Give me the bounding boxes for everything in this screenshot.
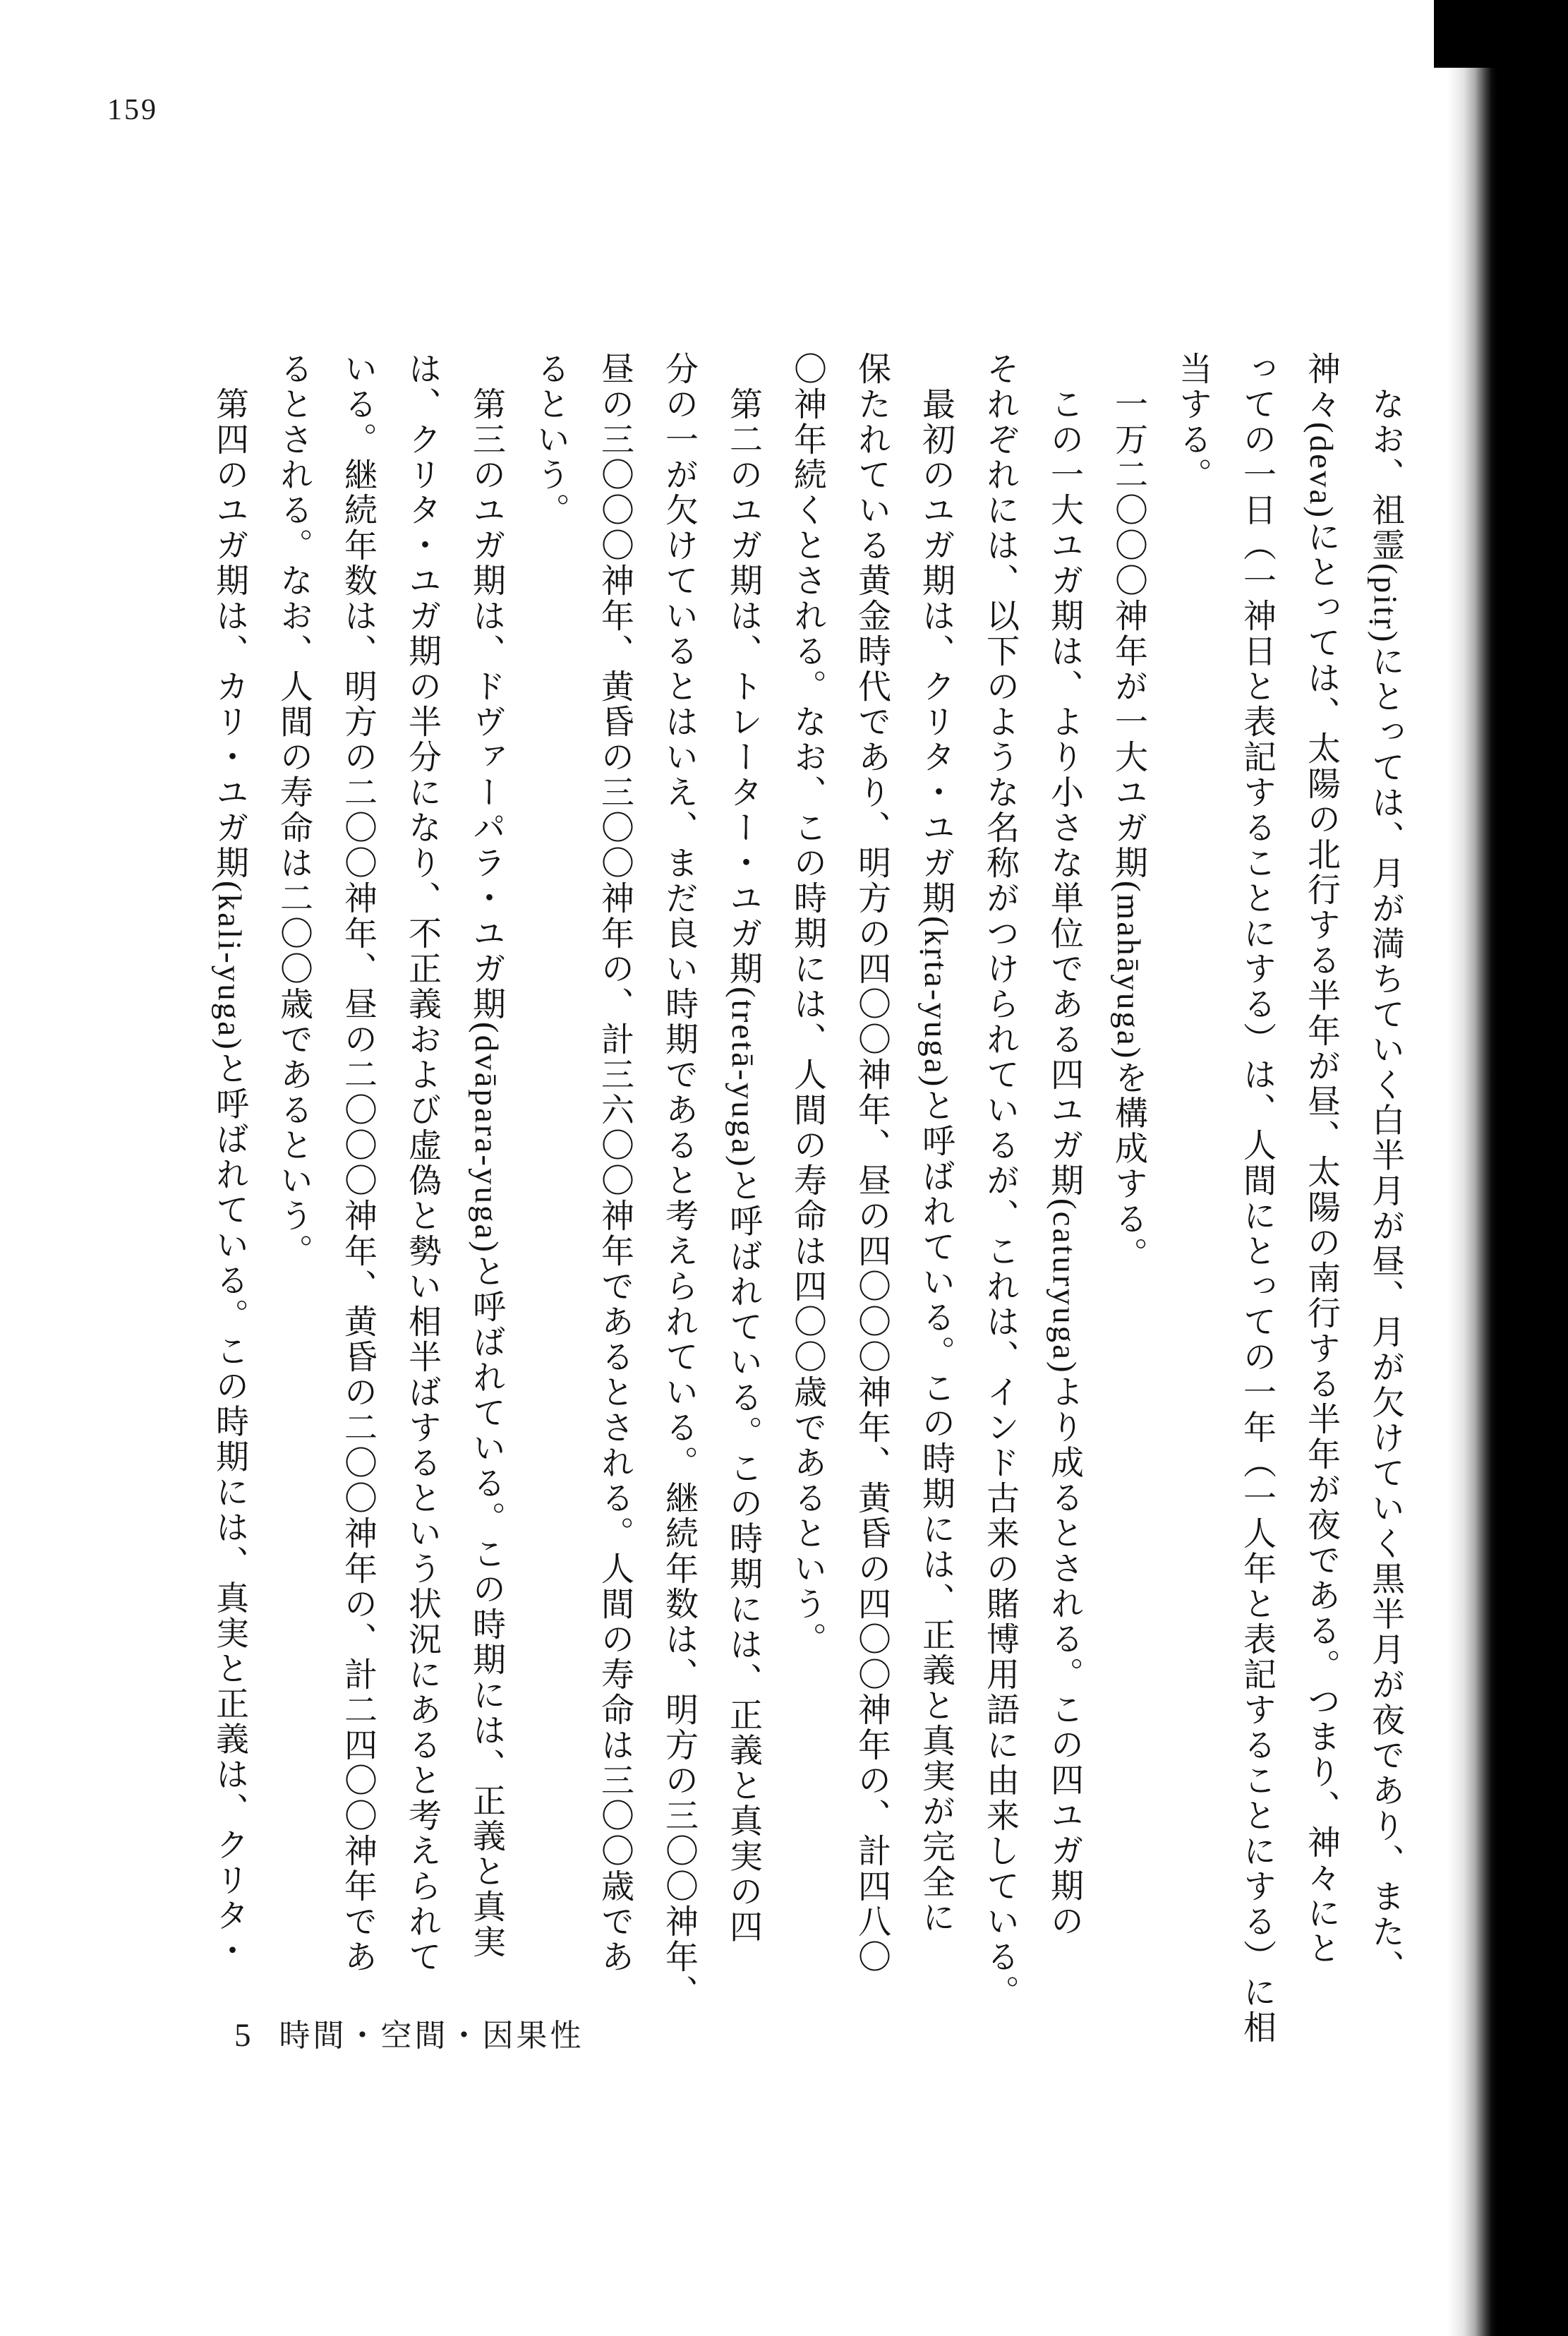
text-line: それぞれには、以下のような名称がつけられているが、これは、インド古来の賭博用語に由来している。 (982, 351, 1018, 2010)
text-line: いる。継続年数は、明方の二〇〇神年、昼の二〇〇〇神年、黄昏の二〇〇神年の、計二四〇〇神年であ (339, 351, 376, 1975)
text-line: なお、祖霊(pitṛ)にとっては、月が満ちていく白半月が昼、月が欠けていく黒半月が夜であり、また、 (1367, 387, 1404, 1985)
text-line: 昼の三〇〇〇神年、黄昏の三〇〇神年の、計三六〇〇神年であるとされる。人間の寿命は三〇〇歳であ (596, 351, 633, 1975)
text-line: 神々(deva)にとっては、太陽の北行する半年が昼、太陽の南行する半年が夜である。つまり、神々にと (1303, 351, 1339, 1967)
chapter-title: 時間・空間・因果性 (279, 2018, 584, 2053)
text-line: 第三のユガ期は、ドヴァーパラ・ユガ期(dvāpara-yuga)と呼ばれている。この時期には、正義と真実 (468, 387, 505, 1961)
text-line: 保たれている黄金時代であり、明方の四〇〇神年、昼の四〇〇〇神年、黄昏の四〇〇神年の、計四八〇 (853, 351, 890, 1975)
running-footer (234, 2010, 584, 2055)
text-line: るという。 (532, 351, 569, 528)
body-text (197, 351, 1417, 2045)
paragraph (518, 351, 775, 2045)
scan-corner-artifact (1434, 0, 1568, 68)
text-line: るとされる。なお、人間の寿命は二〇〇歳であるという。 (275, 351, 312, 1269)
text-line: 一万二〇〇〇神年が一大ユガ期(mahāyuga)を構成する。 (1110, 387, 1147, 1272)
text-line: 分の一が欠けているとはいえ、まだ良い時期であると考えられている。継続年数は、明方の三〇〇神年、 (661, 351, 697, 2010)
text-line: 第二のユガ期は、トレーター・ユガ期(tretā-yuga)と呼ばれている。この時期には、正義と真実の四 (725, 387, 761, 1945)
paragraph (967, 351, 1096, 2045)
page-number: 159 (107, 94, 158, 126)
paragraph (261, 351, 518, 2045)
text-line: っての一日（一神日と表記することにする）は、人間にとっての一年（一人年と表記することにする）に相 (1238, 351, 1275, 2045)
text-line: 〇神年続くとされる。なお、この時期には、人間の寿命は四〇〇歳であるという。 (789, 351, 826, 1657)
paragraph (197, 351, 261, 2045)
paragraph (1096, 351, 1160, 2045)
chapter-number: 5 (234, 2017, 253, 2054)
text-line: 第四のユガ期は、カリ・ユガ期(kali-yuga)と呼ばれている。この時期には、真実と正義は、クリタ・ (211, 387, 248, 1969)
scan-edge-artifact (1448, 0, 1568, 2336)
text-line: 最初のユガ期は、クリタ・ユガ期(kṛta-yuga)と呼ばれている。この時期には、正義と真実が完全に (917, 387, 954, 1936)
text-line: は、クリタ・ユガ期の半分になり、不正義および虚偽と勢い相半ばするという状況にあると考えられて (404, 351, 440, 1975)
paragraph (1160, 351, 1417, 2045)
text-line: 当する。 (1174, 351, 1211, 493)
paragraph (775, 351, 967, 2045)
text-line: この一大ユガ期は、より小さな単位である四ユガ期(caturyuga)より成るとされる。この四ユガ期の (1046, 387, 1082, 1939)
